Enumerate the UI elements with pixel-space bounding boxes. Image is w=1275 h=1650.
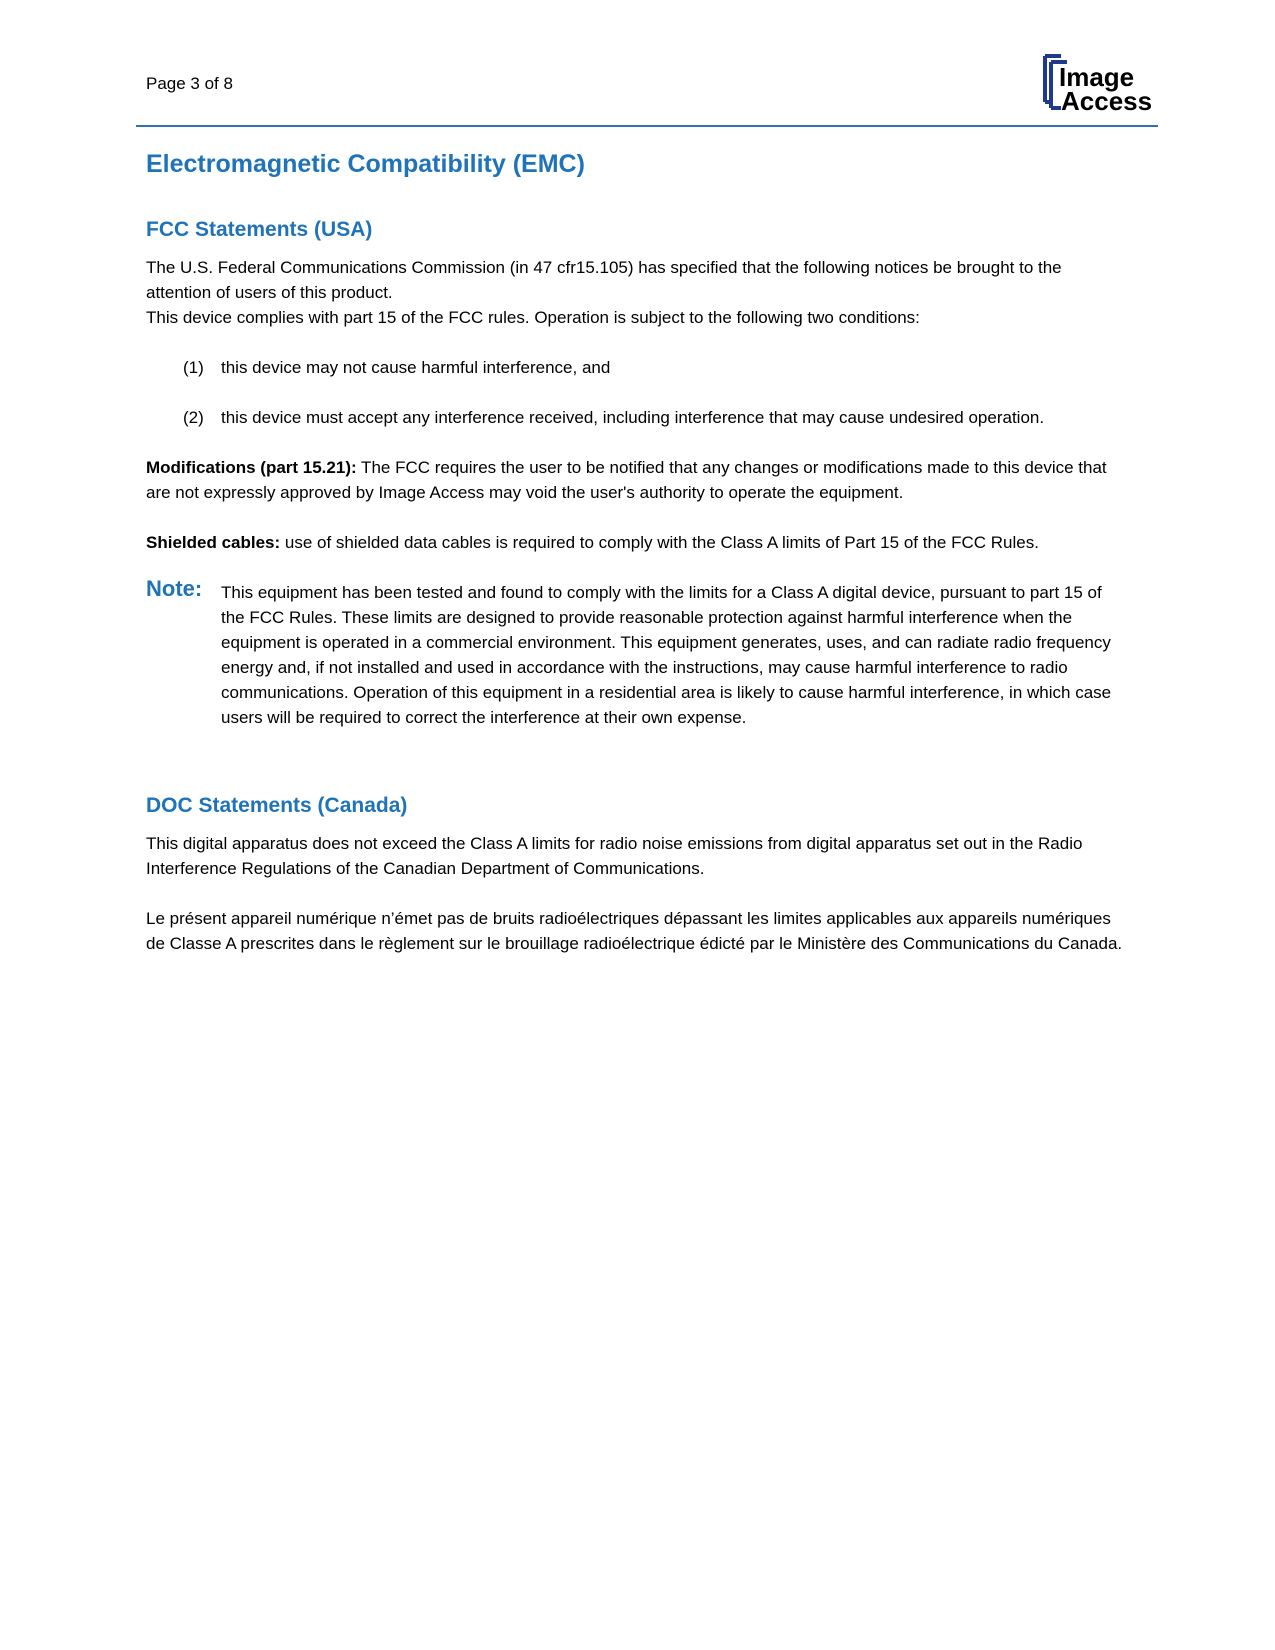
list-item-number: (1) bbox=[183, 357, 204, 377]
fcc-note bbox=[146, 575, 1126, 730]
modifications-label: Modifications (part 15.21): bbox=[146, 457, 357, 477]
fcc-conditions-list bbox=[146, 355, 1126, 430]
image-access-logo bbox=[1043, 52, 1158, 116]
header-divider bbox=[136, 125, 1158, 127]
page-number: Page 3 of 8 bbox=[146, 74, 233, 93]
document-body bbox=[146, 140, 1126, 956]
shielded-cables-text: use of shielded data cables is required to comply with the Class A limits of Part 15 of the FCC Rules. bbox=[280, 532, 1039, 552]
doc-french-paragraph: Le présent appareil numérique n’émet pas de bruits radioélectriques dépassant les limites applicables aux appareils numériques de Classe A prescrites dans le règlement sur le brouillage radioélectrique édicté par le Ministère des Communications du Canada. bbox=[146, 909, 1123, 954]
note-text: This equipment has been tested and found to comply with the limits for a Class A digital device, pursuant to part 15 of the FCC Rules. These limits are designed to provide reasonable protection against harmful interference when the equipment is operated in a commercial environment. This equipment generates, uses, and can radiate radio frequency energy and, if not installed and used in accordance with the instructions, may cause harmful interference to radio communications. Operation of this equipment in a residential area is likely to cause harmful interference, in which case users will be required to correct the interference at their own expense. bbox=[221, 582, 1112, 727]
fcc-intro: The U.S. Federal Communications Commission (in 47 cfr15.105) has specified that the following notices be brought to the attention of users of this product. bbox=[146, 257, 1062, 302]
modifications-paragraph bbox=[146, 455, 1126, 505]
logo-text-access: Access bbox=[1061, 86, 1153, 116]
list-item bbox=[146, 355, 1126, 380]
list-item-text: this device may not cause harmful interference, and bbox=[221, 357, 611, 377]
fcc-heading: FCC Statements (USA) bbox=[146, 217, 373, 241]
modifications-text: The FCC requires the user to be notified that any changes or modifications made to this device that are not expressly approved by Image Access may void the user's authority to operate the equipment. bbox=[146, 457, 1107, 502]
logo-text-image: Image bbox=[1059, 62, 1135, 92]
doc-english-paragraph: This digital apparatus does not exceed the Class A limits for radio noise emissions from digital apparatus set out in the Radio Interference Regulations of the Canadian Department of Communications. bbox=[146, 834, 1083, 879]
list-item bbox=[146, 405, 1126, 430]
doc-heading: DOC Statements (Canada) bbox=[146, 793, 408, 817]
shielded-cables-label: Shielded cables: bbox=[146, 532, 281, 552]
page-title: Electromagnetic Compatibility (EMC) bbox=[146, 150, 585, 178]
list-item-text: this device must accept any interference received, including interference that may cause undesired operation. bbox=[221, 407, 1045, 427]
shielded-cables-paragraph bbox=[146, 530, 1126, 555]
note-label: Note: bbox=[146, 575, 203, 601]
fcc-compliance-statement: This device complies with part 15 of the FCC rules. Operation is subject to the following two conditions: bbox=[146, 307, 920, 327]
list-item-number: (2) bbox=[183, 407, 204, 427]
